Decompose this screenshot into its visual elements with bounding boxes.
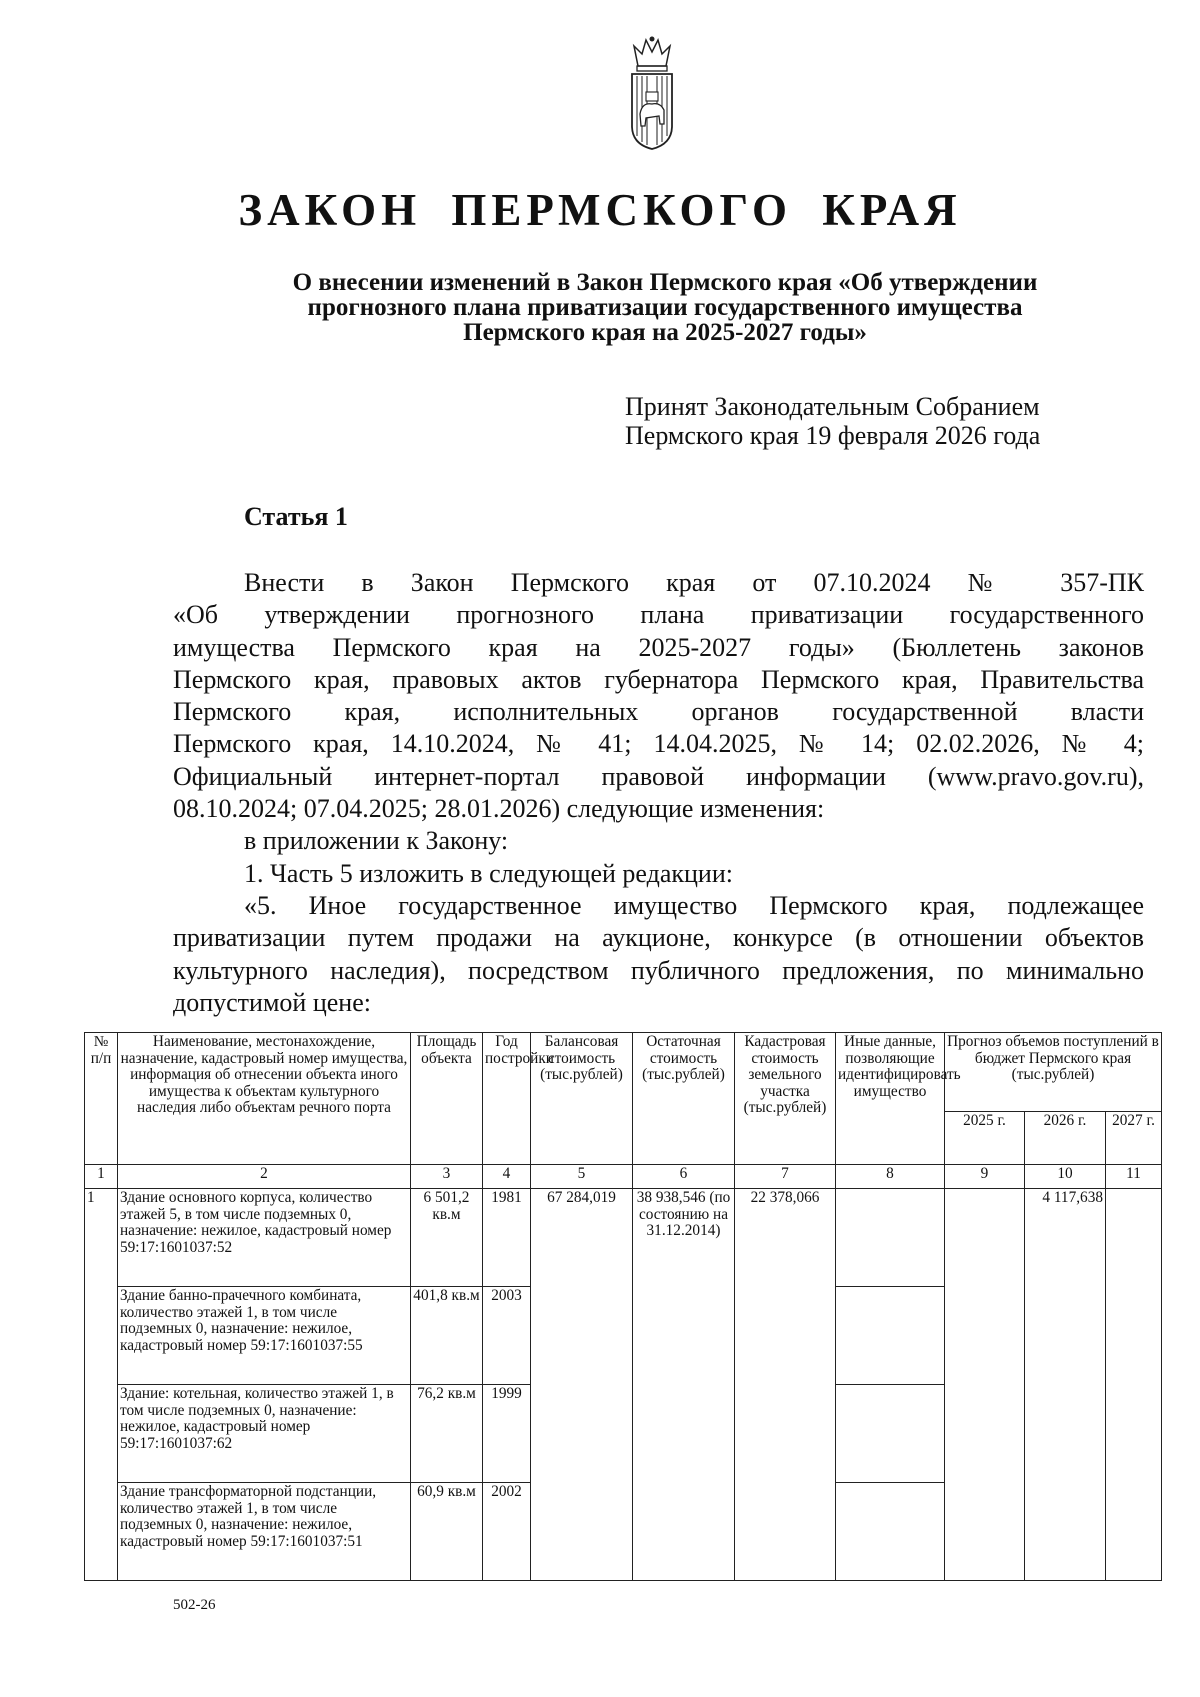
subtitle-line: прогнозного плана приватизации государственного имущества bbox=[307, 294, 1023, 321]
body-line: Пермского края, 14.10.2024, № 41; 14.04.2025, № 14; 02.02.2026, № 4; bbox=[173, 729, 1144, 759]
document-code: 502-26 bbox=[173, 1597, 216, 1613]
header-2026: 2026 г. bbox=[1025, 1112, 1106, 1165]
quote-line: «5. Иное государственное имущество Пермского края, подлежащее bbox=[244, 890, 1144, 920]
object-name: Здание банно-прачечного комбината, количество этажей 1, в том числе подземных 0, назначение: нежилое, кадастровый номер 59:17:1601037:55 bbox=[118, 1287, 411, 1385]
quote-line: культурного наследия), посредством публичного предложения, по минимально bbox=[173, 955, 1144, 985]
table-header-row bbox=[85, 1033, 1162, 1112]
law-subtitle bbox=[225, 270, 1105, 345]
body-line: Пермского края, исполнительных органов государственной власти bbox=[173, 697, 1144, 727]
header-area: Площадь объекта bbox=[411, 1033, 483, 1165]
property-table bbox=[84, 1032, 1162, 1581]
other-data bbox=[836, 1189, 945, 1287]
table-row bbox=[85, 1189, 1162, 1287]
header-2025: 2025 г. bbox=[945, 1112, 1025, 1165]
column-number: 3 bbox=[411, 1165, 483, 1189]
header-residual: Остаточная стоимость (тыс.рублей) bbox=[633, 1033, 735, 1165]
column-number: 5 bbox=[531, 1165, 633, 1189]
body-line: «Об утверждении прогнозного плана приватизации государственного bbox=[173, 600, 1144, 630]
coat-of-arms-emblem bbox=[628, 36, 676, 150]
column-number: 9 bbox=[945, 1165, 1025, 1189]
annex-line: в приложении к Закону: bbox=[244, 826, 509, 856]
body-line: 08.10.2024; 07.04.2025; 28.01.2026) следующие изменения: bbox=[173, 794, 825, 824]
header-balance: Балансовая стоимость (тыс.рублей) bbox=[531, 1033, 633, 1165]
object-area: 6 501,2 кв.м bbox=[411, 1189, 483, 1287]
body-line: Официальный интернет-портал правовой информации (www.pravo.gov.ru), bbox=[173, 761, 1144, 791]
column-number: 7 bbox=[735, 1165, 836, 1189]
object-year: 2003 bbox=[483, 1287, 531, 1385]
row-number: 1 bbox=[85, 1189, 118, 1581]
header-2027: 2027 г. bbox=[1106, 1112, 1162, 1165]
object-year: 2002 bbox=[483, 1483, 531, 1581]
object-area: 60,9 кв.м bbox=[411, 1483, 483, 1581]
object-year: 1999 bbox=[483, 1385, 531, 1483]
object-area: 401,8 кв.м bbox=[411, 1287, 483, 1385]
law-title: ЗАКОН ПЕРМСКОГО КРАЯ bbox=[238, 185, 962, 235]
column-number: 11 bbox=[1106, 1165, 1162, 1189]
column-number: 6 bbox=[633, 1165, 735, 1189]
subtitle-line: О внесении изменений в Закон Пермского края «Об утверждении bbox=[292, 269, 1038, 296]
header-forecast: Прогноз объемов поступлений в бюджет Пермского края (тыс.рублей) bbox=[945, 1033, 1162, 1112]
other-data bbox=[836, 1483, 945, 1581]
header-year: Год постройки bbox=[483, 1033, 531, 1165]
article-heading: Статья 1 bbox=[244, 502, 348, 531]
forecast-2027 bbox=[1106, 1189, 1162, 1581]
object-name: Здание трансформаторной подстанции, количество этажей 1, в том числе подземных 0, назначение: нежилое, кадастровый номер 59:17:1601037:51 bbox=[118, 1483, 411, 1581]
item-1-line: 1. Часть 5 изложить в следующей редакции: bbox=[244, 858, 733, 888]
other-data bbox=[836, 1287, 945, 1385]
body-line: Внести в Закон Пермского края от 07.10.2024 № 357-ПК bbox=[244, 568, 1144, 597]
object-name: Здание основного корпуса, количество этажей 5, в том числе подземных 0, назначение: нежилое, кадастровый номер 59:17:1601037:52 bbox=[118, 1189, 411, 1287]
balance-value: 67 284,019 bbox=[531, 1189, 633, 1581]
subtitle-line: Пермского края на 2025-2027 годы» bbox=[463, 319, 867, 346]
quote-line: допустимой цене: bbox=[173, 987, 371, 1017]
object-name: Здание: котельная, количество этажей 1, в том числе подземных 0, назначение: нежилое, кадастровый номер 59:17:1601037:62 bbox=[118, 1385, 411, 1483]
object-year: 1981 bbox=[483, 1189, 531, 1287]
header-other: Иные данные, позволяющие идентифицировать имущество bbox=[836, 1033, 945, 1165]
header-name: Наименование, местонахождение, назначение, кадастровый номер имущества, информация об отнесении объекта иного имущества к объектам культурного наследия либо объектам речного порта bbox=[118, 1033, 411, 1165]
column-number: 8 bbox=[836, 1165, 945, 1189]
adoption-line: Принят Законодательным Собранием bbox=[625, 392, 1040, 421]
column-number: 2 bbox=[118, 1165, 411, 1189]
adoption-note bbox=[625, 392, 1040, 450]
residual-value: 38 938,546 (по состоянию на 31.12.2014) bbox=[633, 1189, 735, 1581]
cadastral-value: 22 378,066 bbox=[735, 1189, 836, 1581]
forecast-2026: 4 117,638 bbox=[1025, 1189, 1106, 1581]
adoption-line: Пермского края 19 февраля 2026 года bbox=[625, 421, 1041, 450]
article-body bbox=[173, 567, 1144, 1019]
body-line: Пермского края, правовых актов губернатора Пермского края, Правительства bbox=[173, 664, 1144, 694]
column-number: 1 bbox=[85, 1165, 118, 1189]
column-number: 10 bbox=[1025, 1165, 1106, 1189]
object-area: 76,2 кв.м bbox=[411, 1385, 483, 1483]
quote-line: приватизации путем продажи на аукционе, конкурсе (в отношении объектов bbox=[173, 923, 1144, 953]
forecast-2025 bbox=[945, 1189, 1025, 1581]
body-line: имущества Пермского края на 2025-2027 годы» (Бюллетень законов bbox=[173, 632, 1144, 662]
column-number: 4 bbox=[483, 1165, 531, 1189]
column-numbers-row bbox=[85, 1165, 1162, 1189]
header-cadastral: Кадастровая стоимость земельного участка (тыс.рублей) bbox=[735, 1033, 836, 1165]
other-data bbox=[836, 1385, 945, 1483]
header-num: № п/п bbox=[85, 1033, 118, 1165]
